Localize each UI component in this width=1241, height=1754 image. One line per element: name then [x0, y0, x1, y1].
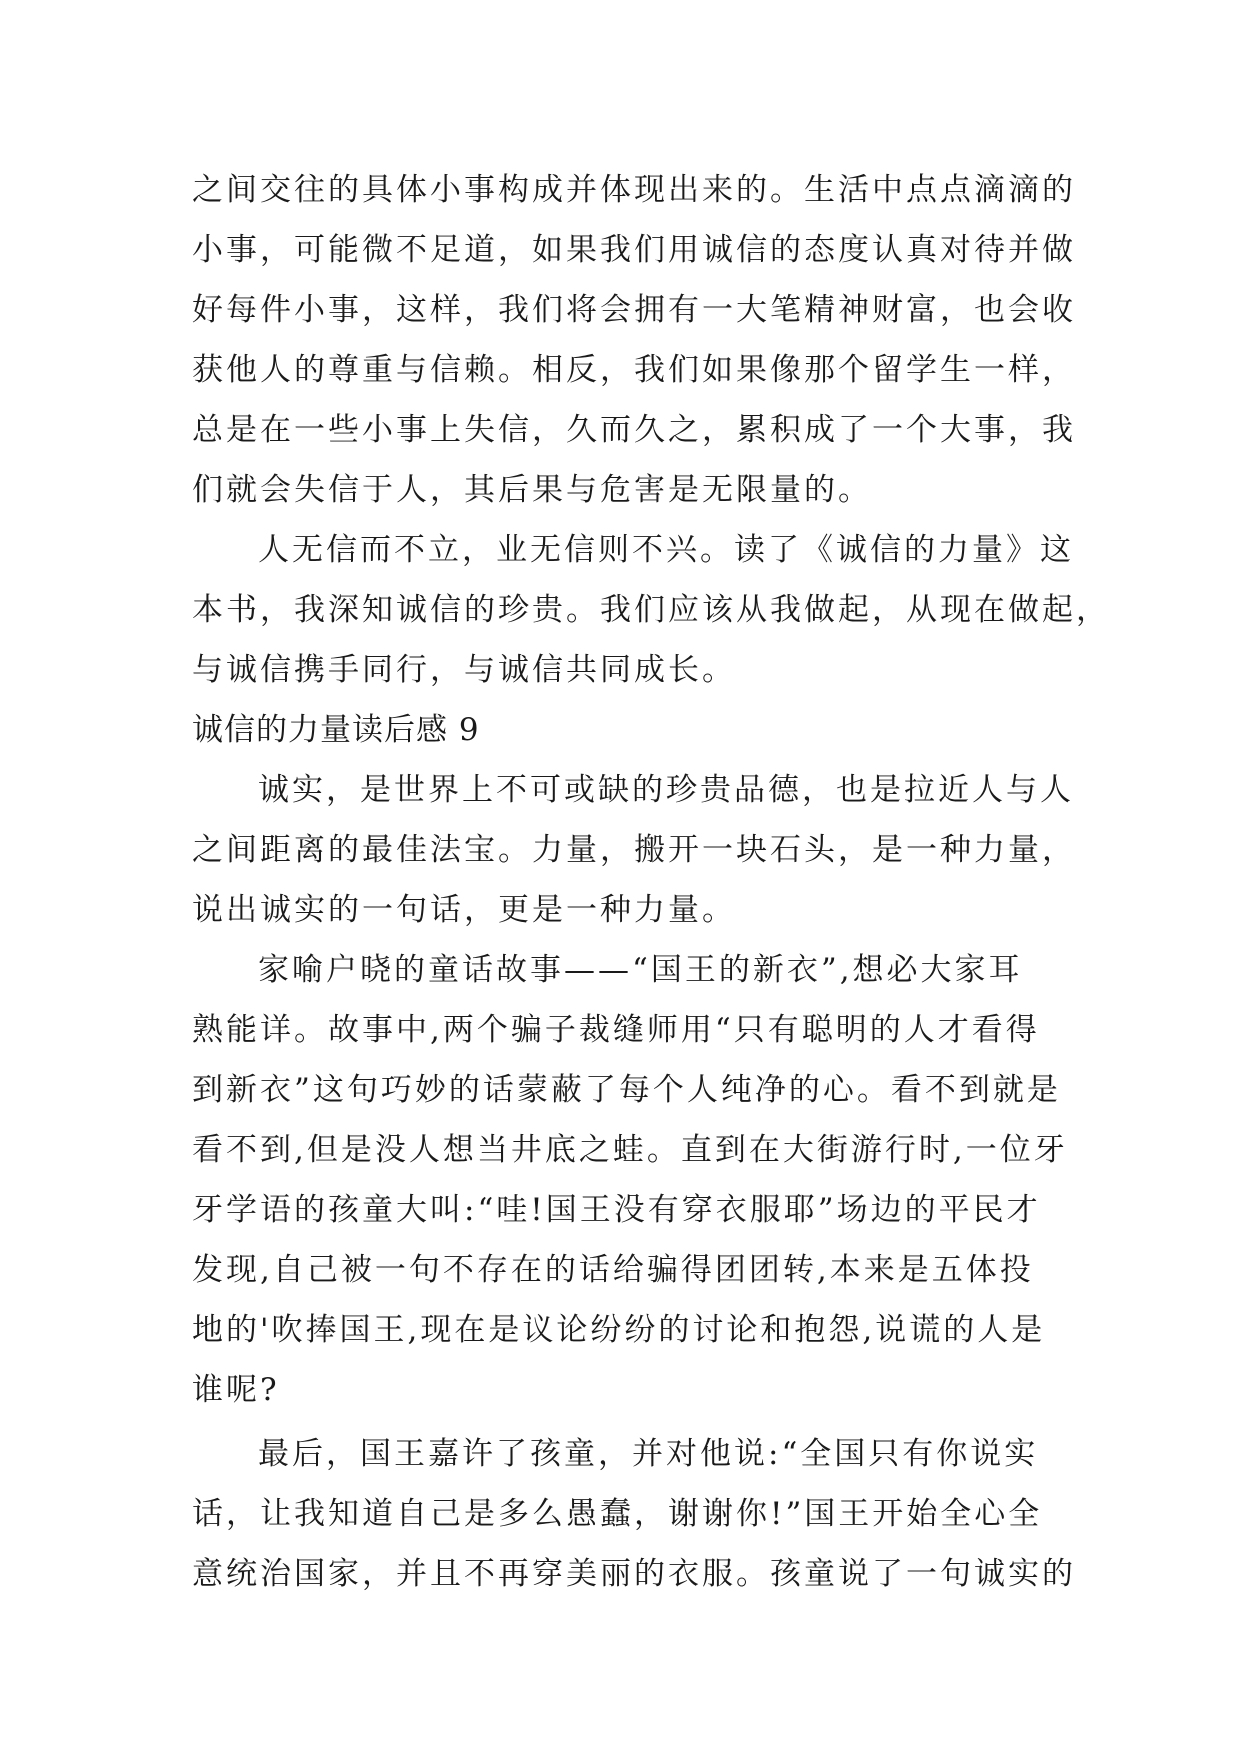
text-line: 获他人的尊重与信赖。相反，我们如果像那个留学生一样，: [192, 352, 1076, 388]
section-heading: 诚信的力量读后感 9: [192, 712, 480, 748]
text-line: 发现,自己被一句不存在的话给骗得团团转,本来是五体投: [192, 1252, 1034, 1288]
text-line: 之间交往的具体小事构成并体现出来的。生活中点点滴滴的: [192, 172, 1076, 208]
text-line: 小事，可能微不足道，如果我们用诚信的态度认真对待并做: [192, 232, 1076, 268]
text-line: 话，让我知道自己是多么愚蠢，谢谢你!”国王开始全心全: [192, 1496, 1043, 1532]
text-line: 地的'吹捧国王,现在是议论纷纷的讨论和抱怨,说谎的人是: [192, 1312, 1046, 1348]
text-line: 到新衣”这句巧妙的话蒙蔽了每个人纯净的心。看不到就是: [192, 1072, 1061, 1108]
text-line: 好每件小事，这样，我们将会拥有一大笔精神财富，也会收: [192, 292, 1076, 328]
paragraph-start-line: 诚实，是世界上不可或缺的珍贵品德，也是拉近人与人: [258, 772, 1074, 808]
text-line: 意统治国家，并且不再穿美丽的衣服。孩童说了一句诚实的: [192, 1556, 1076, 1592]
paragraph-start-line: 家喻户晓的童话故事——“国王的新衣”,想必大家耳: [258, 952, 1023, 988]
text-line: 之间距离的最佳法宝。力量，搬开一块石头，是一种力量，: [192, 832, 1076, 868]
paragraph-start-line: 最后，国王嘉许了孩童，并对他说:“全国只有你说实: [258, 1436, 1039, 1472]
text-line: 总是在一些小事上失信，久而久之，累积成了一个大事，我: [192, 412, 1076, 448]
text-line: 熟能详。故事中,两个骗子裁缝师用“只有聪明的人才看得: [192, 1012, 1040, 1048]
text-line: 说出诚实的一句话，更是一种力量。: [192, 892, 736, 928]
paragraph-start-line: 人无信而不立，业无信则不兴。读了《诚信的力量》这: [258, 532, 1074, 568]
text-line: 与诚信携手同行，与诚信共同成长。: [192, 652, 736, 688]
text-line: 谁呢?: [192, 1372, 280, 1408]
text-line: 本书，我深知诚信的珍贵。我们应该从我做起，从现在做起，: [192, 592, 1110, 628]
text-line: 看不到,但是没人想当井底之蛙。直到在大街游行时,一位牙: [192, 1132, 1068, 1168]
document-body: [192, 160, 1110, 1604]
text-line: 们就会失信于人，其后果与危害是无限量的。: [192, 472, 872, 508]
text-line: 牙学语的孩童大叫:“哇!国王没有穿衣服耶”场边的平民才: [192, 1192, 1041, 1228]
